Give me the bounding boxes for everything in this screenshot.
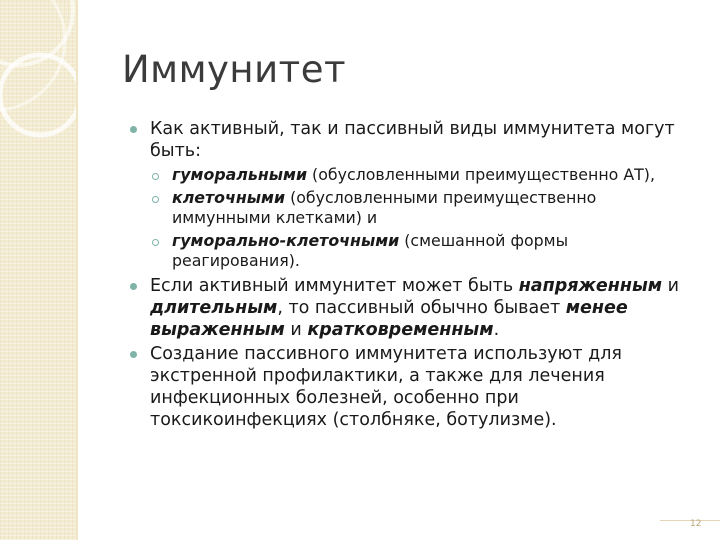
emphasis-term: клеточными (172, 188, 286, 207)
bullet-text: и (284, 320, 308, 340)
sub-bullet-item (150, 231, 690, 271)
sub-bullet-text: (смешанной формы реагирования). (172, 231, 569, 270)
decorative-rings (0, 0, 120, 160)
emphasis-term: гуморально-клеточными (172, 231, 400, 250)
sub-bullet-ring-icon (152, 173, 159, 180)
sub-bullet-item (150, 188, 690, 228)
sub-bullet-item (150, 165, 690, 185)
bullet-text: Создание пассивного иммунитета используют для экстренной профилактики, а также для лечения инфекционных болезней, особенно при токсикоинфекциях (столбняке, ботулизме). (150, 344, 622, 430)
bullet-item (130, 118, 690, 162)
sub-bullet-ring-icon (152, 239, 159, 246)
bullet-text: , то пассивный обычно бывает (277, 298, 566, 318)
emphasis-term: гуморальными (172, 165, 308, 184)
sub-bullet-text: (обусловленными преимущественно АТ), (307, 165, 655, 184)
emphasis-term: менее выраженным (150, 298, 628, 340)
bullet-dot-icon (130, 283, 137, 290)
slide-title: Иммунитет (122, 48, 347, 91)
bullet-dot-icon (130, 351, 137, 358)
emphasis-term: кратковременным (307, 320, 494, 340)
bullet-text: Как активный, так и пассивный виды иммунитета могут быть: (150, 119, 675, 161)
sub-bullet-ring-icon (152, 196, 159, 203)
bullet-item (130, 275, 690, 341)
slide-content (130, 118, 690, 433)
bullet-text: Если активный иммунитет может быть (150, 276, 519, 296)
strip-divider-line (76, 0, 78, 540)
page-number: 12 (690, 519, 702, 529)
bullet-text: . (493, 320, 500, 340)
emphasis-term: напряженным (518, 276, 663, 296)
bullet-text: и (662, 276, 680, 296)
bullet-dot-icon (130, 126, 137, 133)
bullet-item (130, 343, 690, 431)
emphasis-term: длительным (150, 298, 278, 318)
sub-bullet-text: (обусловленными преимущественно иммунными клетками) и (172, 188, 597, 227)
sub-list (130, 165, 690, 271)
